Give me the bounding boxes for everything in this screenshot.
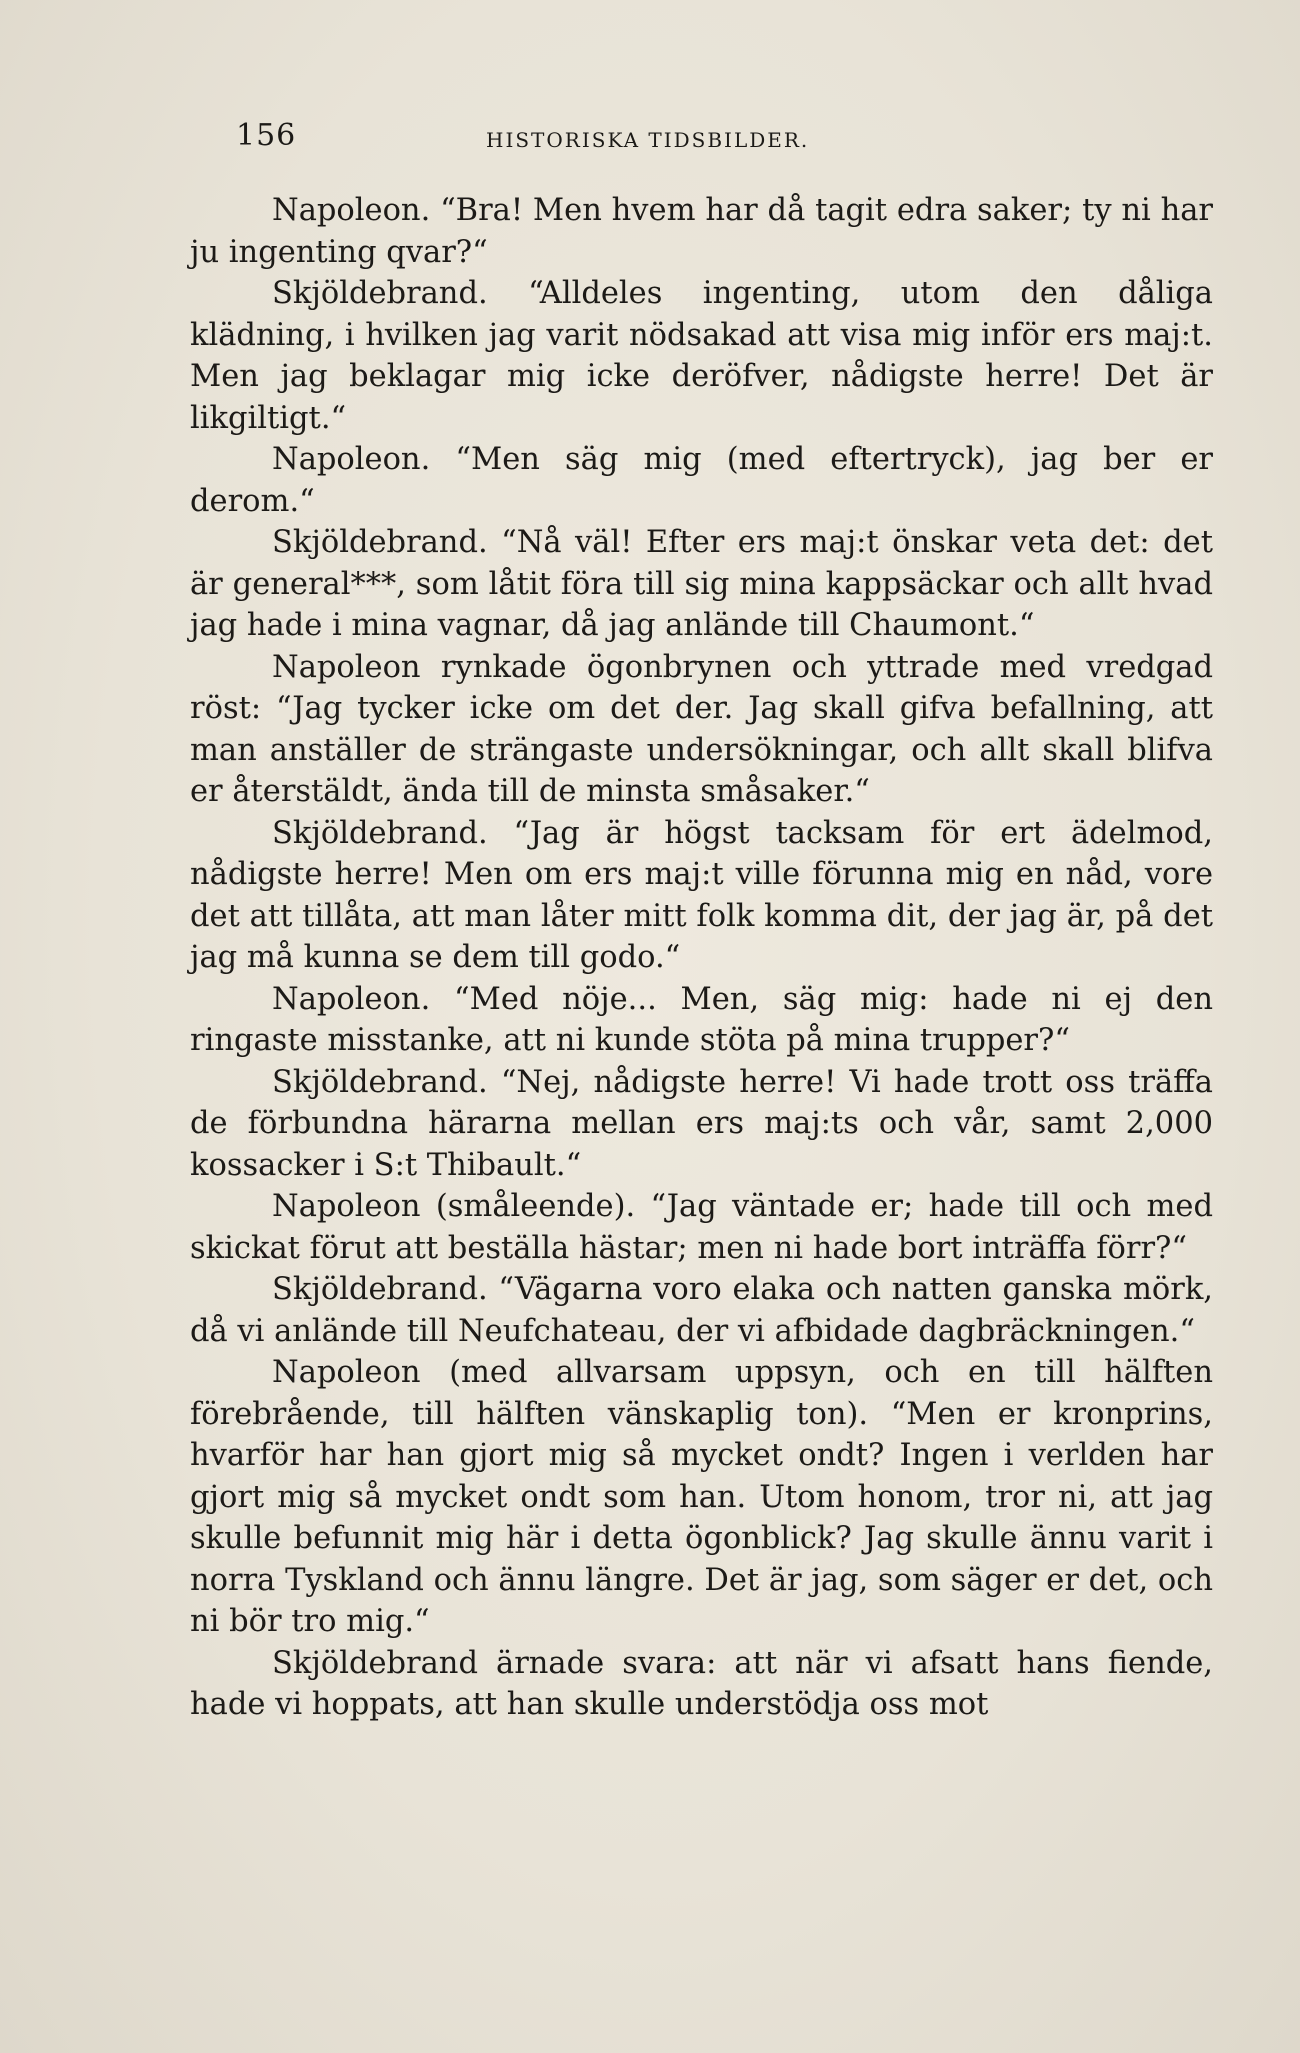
paragraph: Napoleon. “Med nöje... Men, säg mig: hade ni ej den ringaste misstanke, att ni kunde stöta på mina trupper?“	[190, 981, 1213, 1058]
paragraph: Napoleon. “Bra! Men hvem har då tagit edra saker; ty ni har ju ingenting qvar?“	[190, 193, 1213, 270]
paragraph: Napoleon (småleende). “Jag väntade er; hade till och med skickat förut att beställa hästar; men ni hade bort inträffa förr?“	[190, 1189, 1213, 1266]
running-head	[190, 118, 1220, 158]
paragraph: Napoleon rynkade ögonbrynen och yttrade med vredgad röst: “Jag tycker icke om det der. Jag skall gifva befallning, att man anställer de strängaste undersökningar, och allt skall blifva er återstäldt, ända till de minsta småsaker.“	[190, 649, 1213, 809]
paragraph: Skjöldebrand ärnade svara: att när vi afsatt hans fiende, hade vi hoppats, att han skulle understödja oss mot	[190, 1645, 1213, 1722]
paragraph: Skjöldebrand. “Nå väl! Efter ers maj:t önskar veta det: det är general***, som låtit föra till sig mina kappsäckar och allt hvad jag hade i mina vagnar, då jag anlände till Chaumont.“	[190, 525, 1213, 643]
paragraph: Skjöldebrand. “Alldeles ingenting, utom den dåliga klädning, i hvilken jag varit nödsakad att visa mig inför ers maj:t. Men jag beklagar mig icke deröfver, nådigste herre! Det är likgiltigt.“	[190, 276, 1213, 436]
paragraph: Napoleon. “Men säg mig (med eftertryck), jag ber er derom.“	[190, 442, 1213, 519]
paragraph: Napoleon (med allvarsam uppsyn, och en till hälften förebrående, till hälften vänskaplig ton). “Men er kronprins, hvarför har han gjort mig så mycket ondt? Ingen i verlden har gjort mig så mycket ondt som han. Utom honom, tror ni, att jag skulle befunnit mig här i detta ögonblick? Jag skulle ännu varit i norra Tyskland och ännu längre. Det är jag, som säger er det, och ni bör tro mig.“	[190, 1355, 1213, 1639]
page-number: 156	[236, 118, 297, 153]
paragraph: Skjöldebrand. “Jag är högst tacksam för ert ädelmod, nådigste herre! Men om ers maj:t ville förunna mig en nåd, vore det att tillåta, att man låter mitt folk komma dit, der jag är, på det jag må kunna se dem till godo.“	[190, 815, 1213, 975]
running-title: HISTORISKA TIDSBILDER.	[486, 128, 810, 152]
paragraph: Skjöldebrand. “Nej, nådigste herre! Vi hade trott oss träffa de förbundna härarna mellan ers maj:ts och vår, samt 2,000 kossacker i S:t Thibault.“	[190, 1064, 1213, 1183]
body-text	[190, 190, 1213, 1726]
paragraph: Skjöldebrand. “Vägarna voro elaka och natten ganska mörk, då vi anlände till Neufchateau, der vi afbidade dagbräckningen.“	[190, 1272, 1213, 1349]
